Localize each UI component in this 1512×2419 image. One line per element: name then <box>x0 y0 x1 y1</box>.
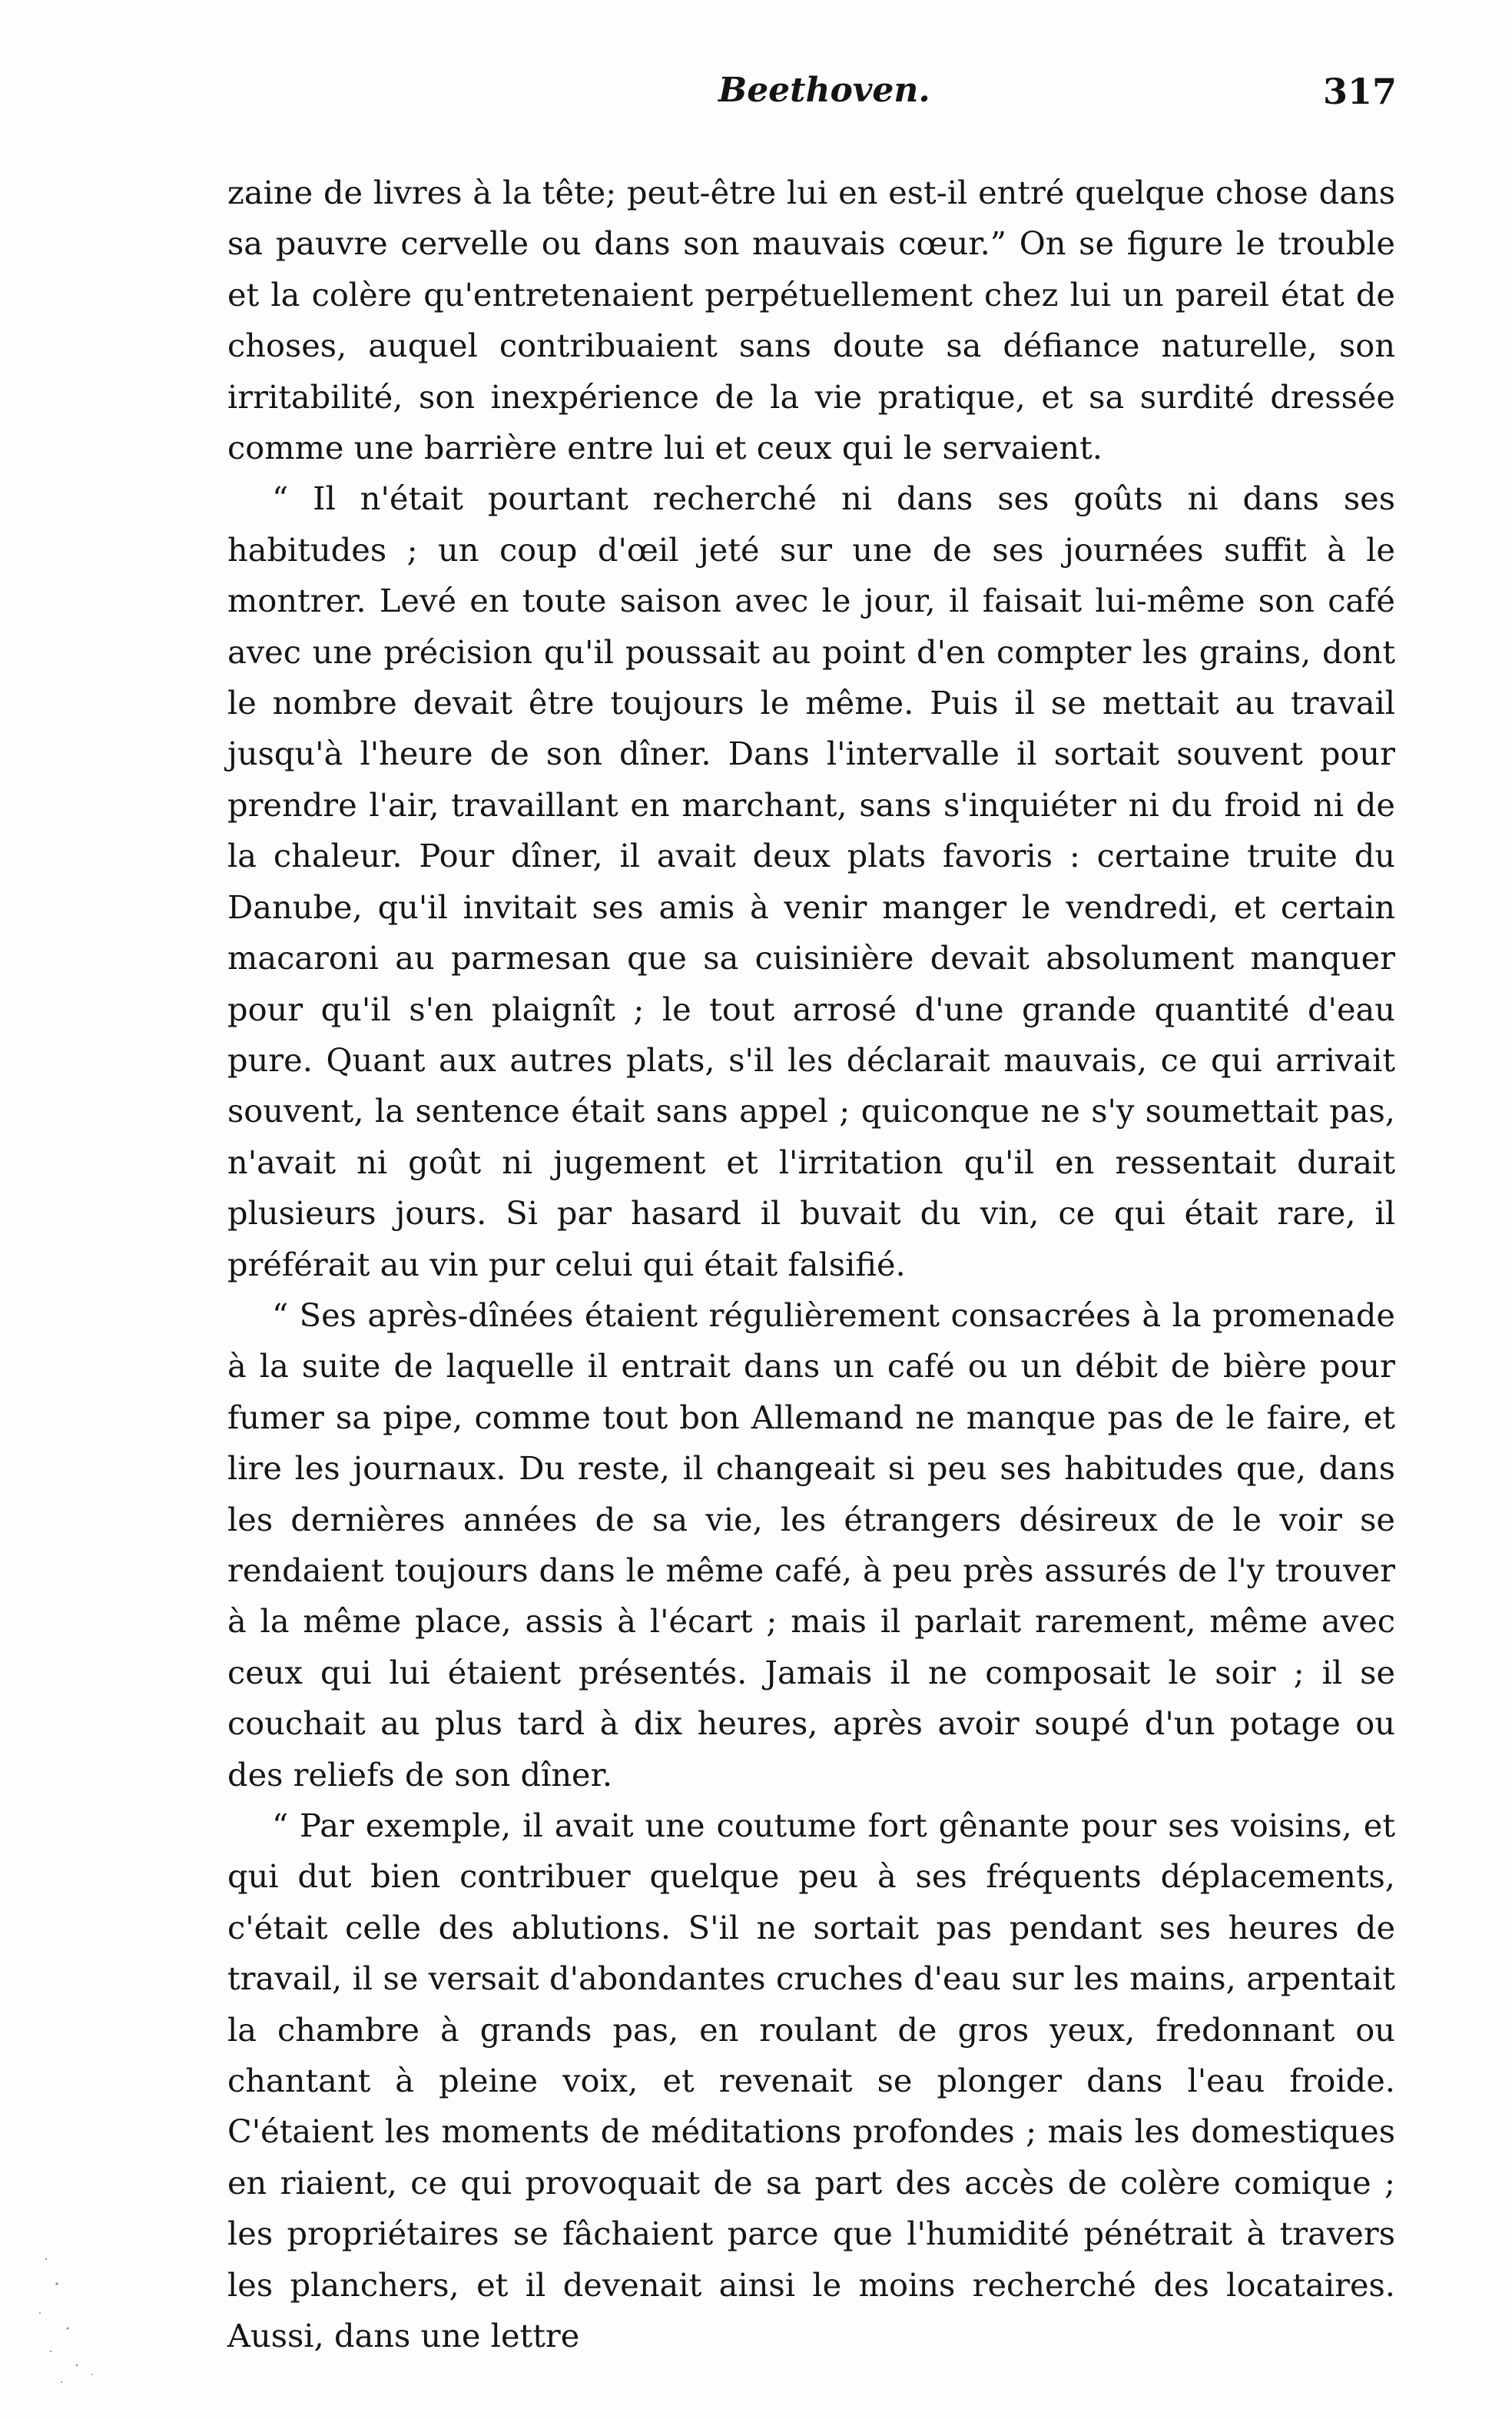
running-title: Beethoven. <box>718 71 930 110</box>
page-number: 317 <box>1322 71 1397 112</box>
page-header <box>230 71 1397 132</box>
paragraph: zaine de livres à la tête; peut-être lui en est-il entré quelque chose dans sa pauvre cervelle ou dans son mauvais cœur.” On se figure le trouble et la colère qu'entretenaient perpétuellement chez lui un pareil état de choses, auquel contribuaient sans doute sa défiance naturelle, son irritabilité, son inexpérience de la vie pratique, et sa surdité dressée comme une barrière entre lui et ceux qui le servaient. <box>227 174 1395 467</box>
paragraph: “ Par exemple, il avait une coutume fort gênante pour ses voisins, et qui dut bien contribuer quelque peu à ses fréquents déplacements, c'était celle des ablutions. S'il ne sortait pas pendant ses heures de travail, il se versait d'abondantes cruches d'eau sur les mains, arpentait la chambre à grands pas, en roulant de gros yeux, fredonnant ou chantant à pleine voix, et revenait se plonger dans l'eau froide. C'étaient les moments de méditations profondes ; mais les domestiques en riaient, ce qui provoquait de sa part des accès de colère comique ; les propriétaires se fâchaient parce que l'humidité pénétrait à travers les planchers, et il devenait ainsi le moins recherché des locataires. Aussi, dans une lettre <box>227 1807 1395 2355</box>
body-text <box>227 168 1395 2361</box>
paper-speckles <box>31 2228 123 2397</box>
paragraph: “ Il n'était pourtant recherché ni dans ses goûts ni dans ses habitudes ; un coup d'œil jeté sur une de ses journées suffit à le montrer. Levé en toute saison avec le jour, il faisait lui-même son café avec une précision qu'il poussait au point d'en compter les grains, dont le nombre devait être toujours le même. Puis il se mettait au travail jusqu'à l'heure de son dîner. Dans l'intervalle il sortait souvent pour prendre l'air, travaillant en marchant, sans s'inquiéter ni du froid ni de la chaleur. Pour dîner, il avait deux plats favoris : certaine truite du Danube, qu'il invitait ses amis à venir manger le vendredi, et certain macaroni au parmesan que sa cuisinière devait absolument manquer pour qu'il s'en plaignît ; le tout arrosé d'une grande quantité d'eau pure. Quant aux autres plats, s'il les déclarait mauvais, ce qui arrivait souvent, la sentence était sans appel ; quiconque ne s'y soumettait pas, n'avait ni goût ni jugement et l'irritation qu'il en ressentait durait plusieurs jours. Si par hasard il buvait du vin, ce qui était rare, il préférait au vin pur celui qui était falsifié. <box>227 479 1395 1283</box>
paragraph: “ Ses après-dînées étaient régulièrement consacrées à la promenade à la suite de laquelle il entrait dans un café ou un débit de bière pour fumer sa pipe, comme tout bon Allemand ne manque pas de le faire, et lire les journaux. Du reste, il changeait si peu ses habitudes que, dans les dernières années de sa vie, les étrangers désireux de le voir se rendaient toujours dans le même café, à peu près assurés de l'y trouver à la même place, assis à l'écart ; mais il parlait rarement, même avec ceux qui lui étaient présentés. Jamais il ne composait le soir ; il se couchait au plus tard à dix heures, après avoir soupé d'un potage ou des reliefs de son dîner. <box>227 1296 1395 1794</box>
